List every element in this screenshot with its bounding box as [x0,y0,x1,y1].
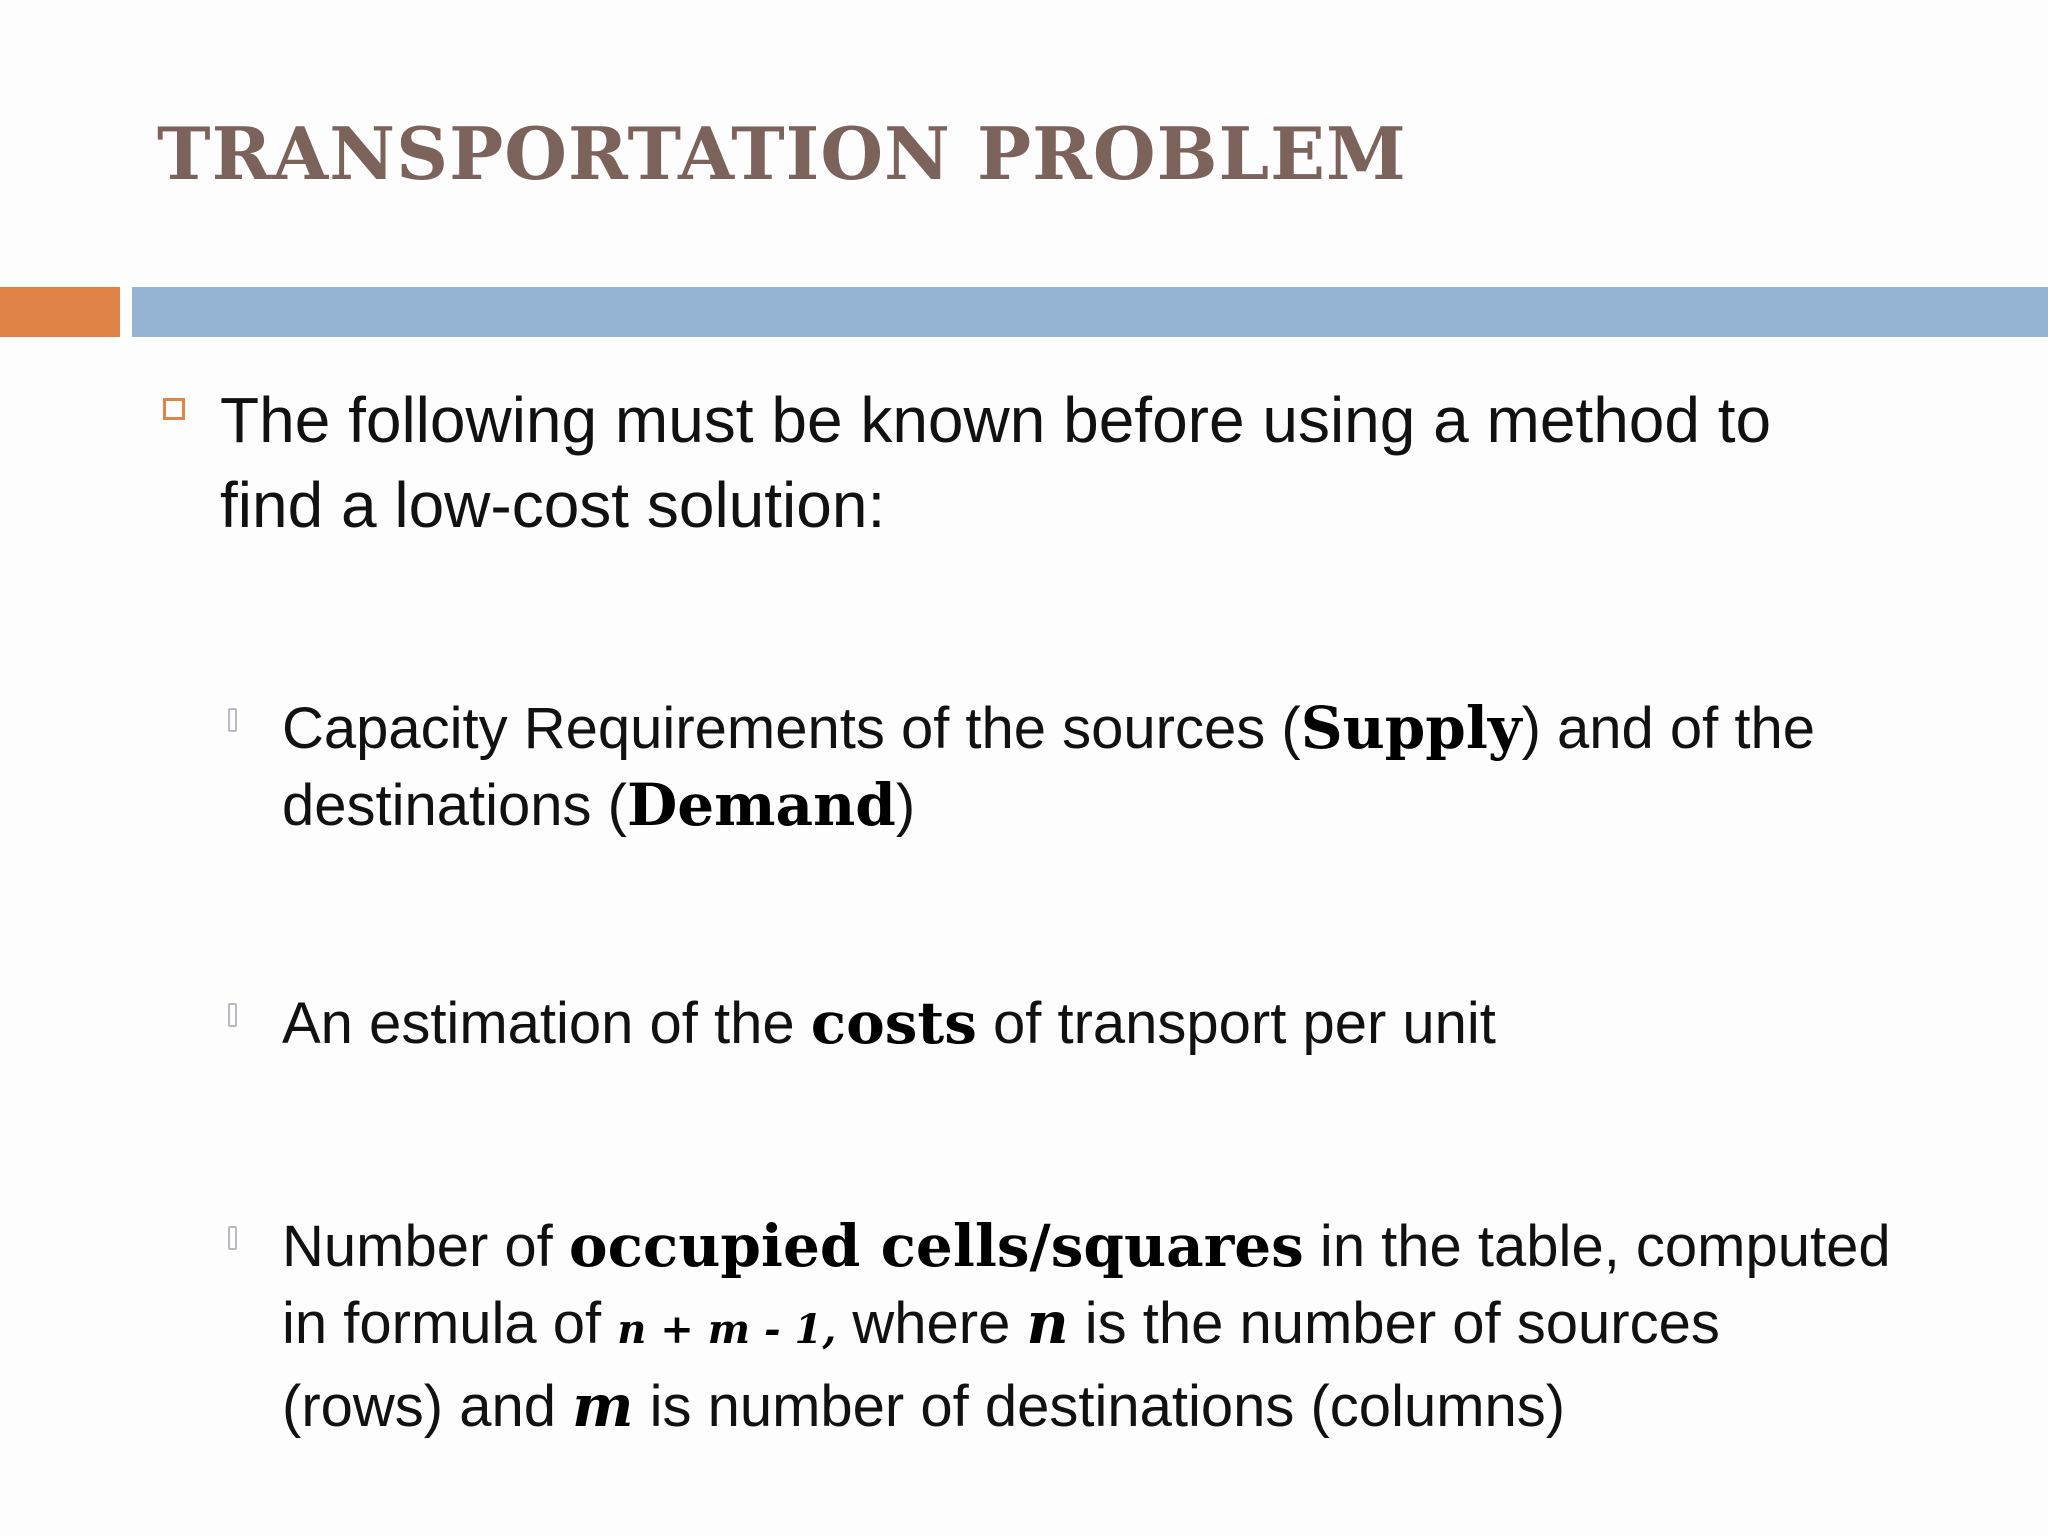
text-segment: of transport per unit [976,991,1496,1056]
variable-m: m [572,1372,634,1440]
intro-bullet [163,378,1983,548]
sub-bullet-icon [228,1226,237,1250]
emphasis-demand: Demand [626,771,896,839]
sub-bullet-text [282,985,1988,1062]
text-segment: where [836,1291,1027,1356]
text-segment: ) [895,773,916,838]
sub-bullet-occupied-cells [228,1208,1988,1445]
text-segment: (rows) and [282,1374,573,1439]
intro-text [220,378,1983,548]
sub-bullet-icon [228,708,237,732]
formula: n + m - 1, [617,1306,837,1353]
sub-bullet-text [282,1208,1988,1445]
emphasis-costs: costs [810,989,977,1057]
text-segment: Capacity Requirements of the sources ( [282,696,1301,761]
emphasis-occupied-cells: occupied cells/squares [568,1212,1304,1280]
sub-bullet-capacity [228,690,1988,844]
sub-bullet-icon [228,1003,237,1027]
text-segment: An estimation of the [282,991,811,1056]
variable-n: n [1026,1289,1069,1357]
text-segment: in the table, computed [1303,1214,1891,1279]
text-segment: Number of [282,1214,569,1279]
intro-line-2: find a low-cost solution: [220,469,886,541]
accent-bar-orange [0,287,120,337]
slide-title: TRANSPORTATION PROBLEM [157,111,1407,196]
text-segment: in formula of [282,1291,618,1356]
sub-bullet-text [282,690,1988,844]
sub-bullet-costs [228,985,1988,1062]
text-segment: destinations ( [282,773,627,838]
square-bullet-icon [163,398,185,420]
text-segment: ) and of the [1521,696,1816,761]
text-segment: is the number of sources [1068,1291,1720,1356]
intro-line-1: The following must be known before using a method to [220,384,1772,456]
emphasis-supply: Supply [1300,694,1522,762]
accent-bar-blue [132,287,2048,337]
text-segment: is number of destinations (columns) [633,1374,1566,1439]
